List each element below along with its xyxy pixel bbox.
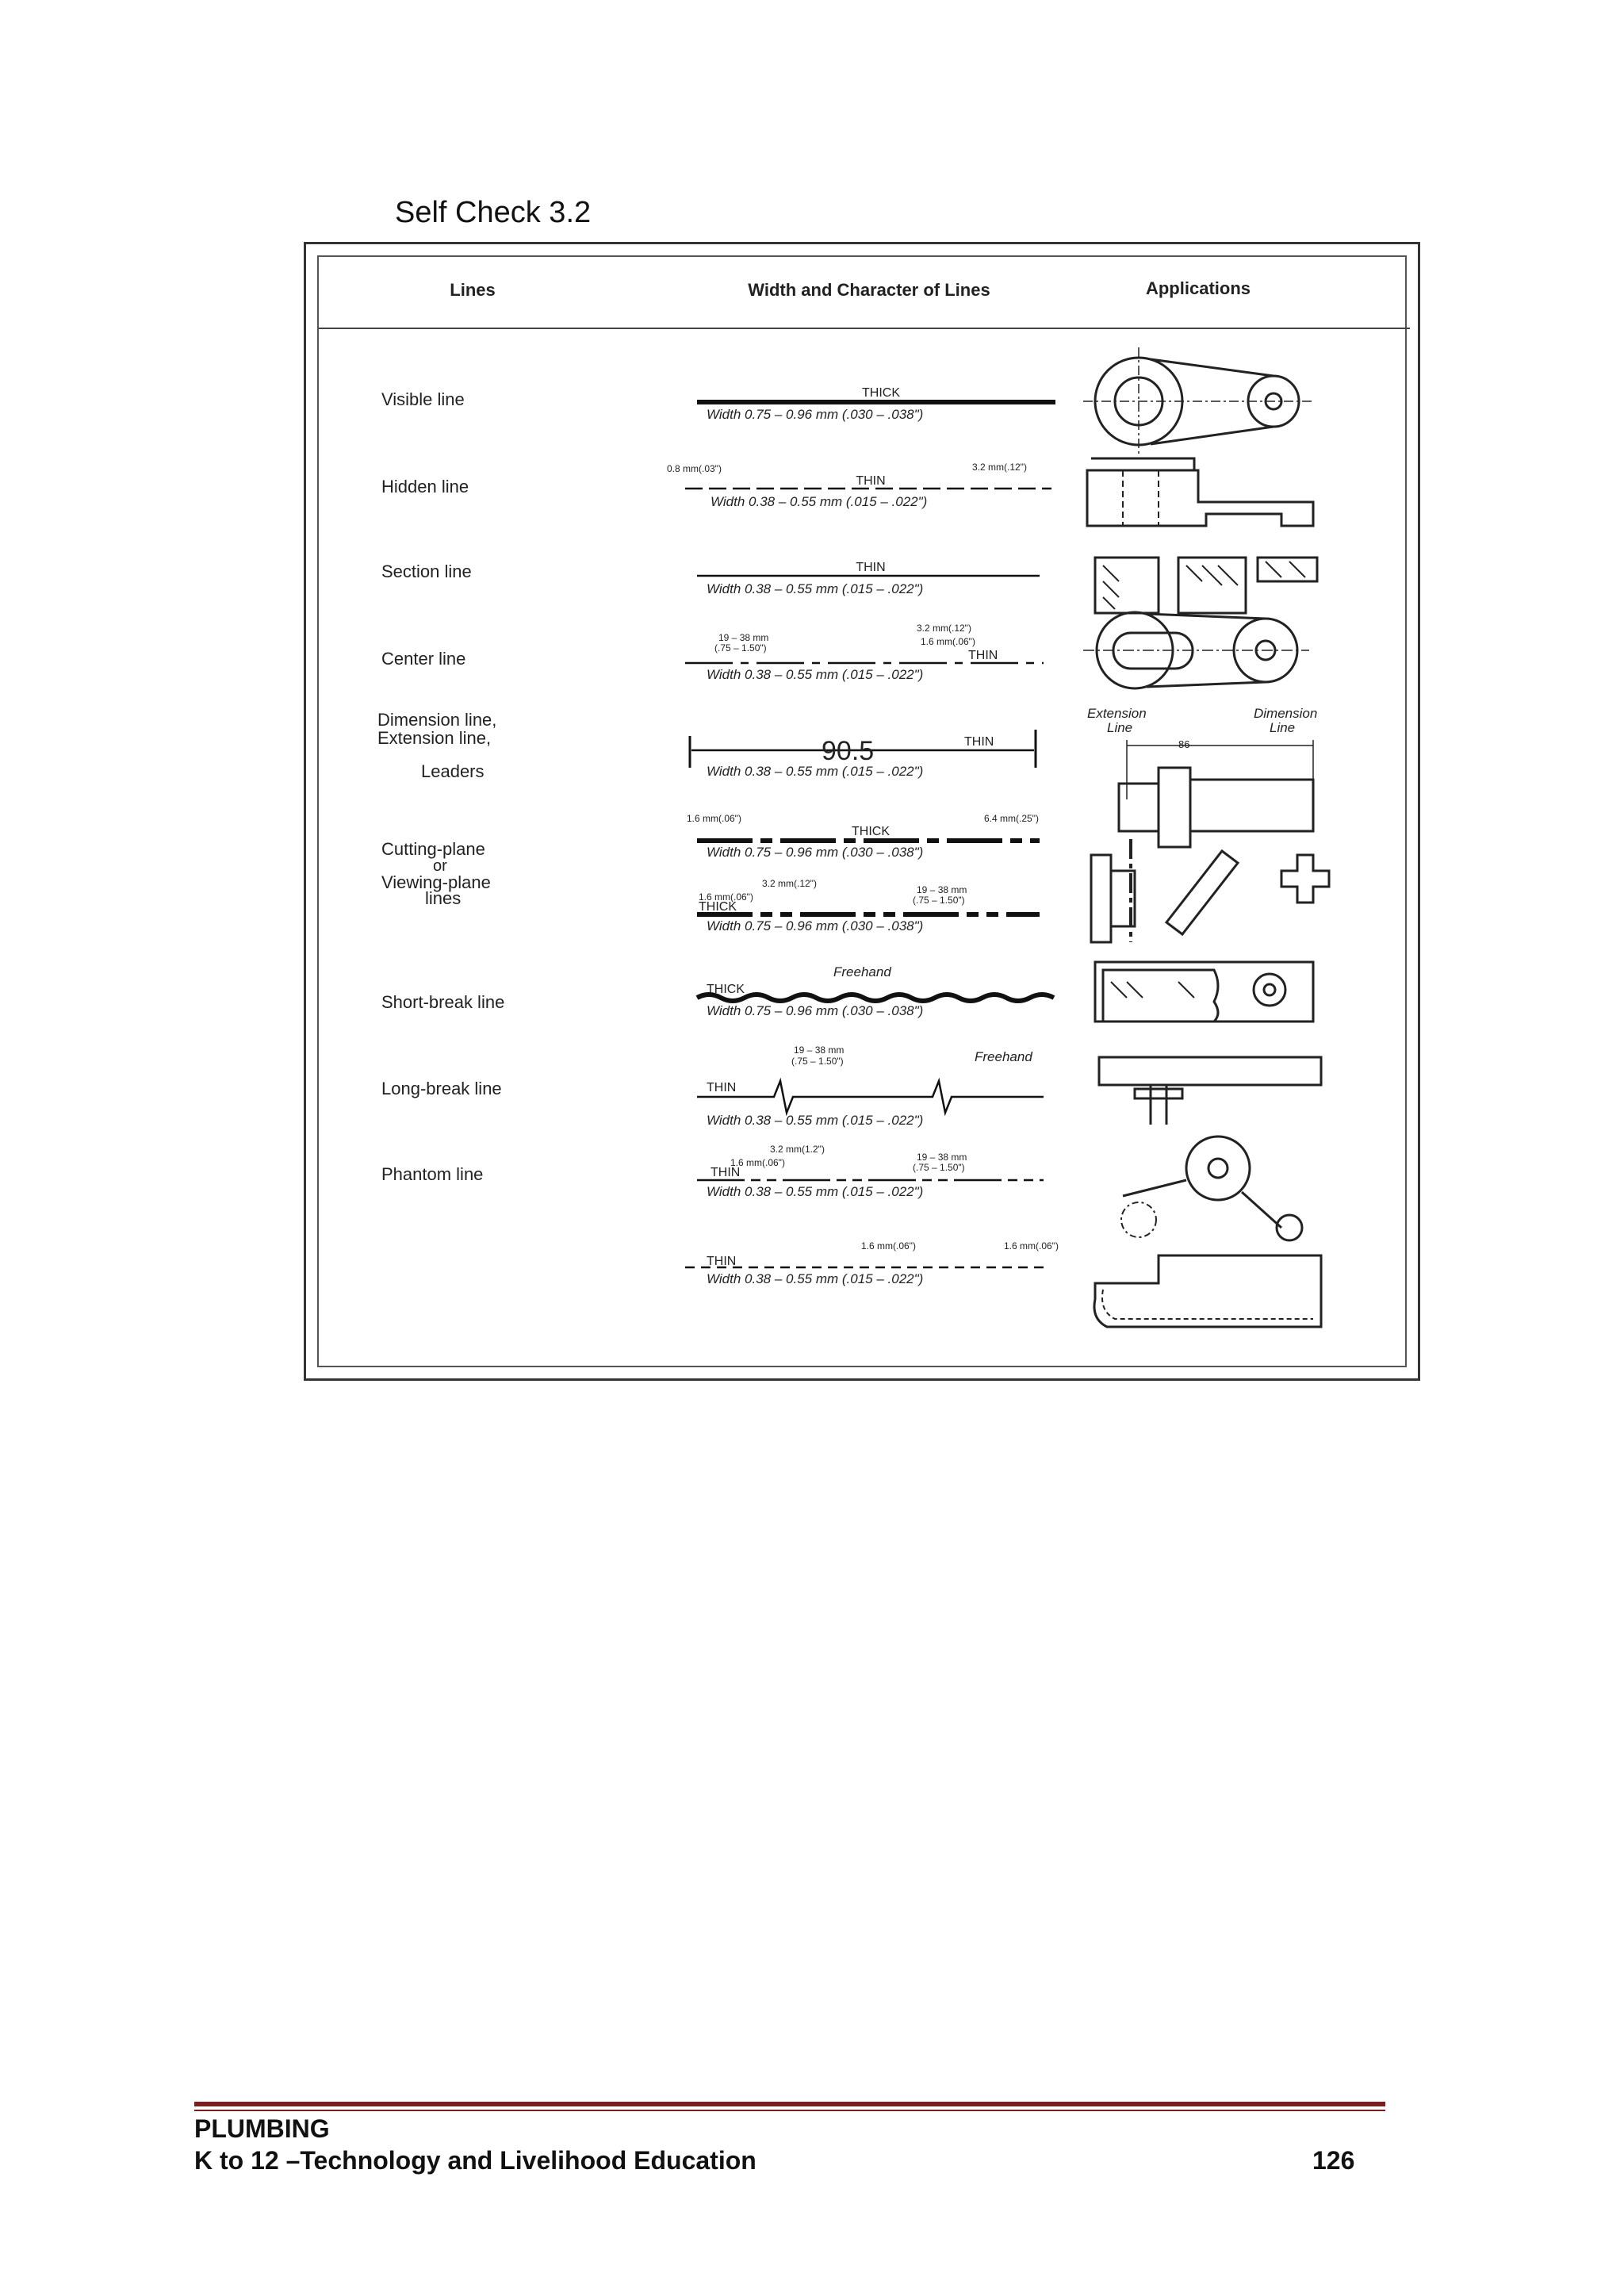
center-weight: THIN — [968, 649, 998, 662]
hidden-weight: THIN — [856, 474, 886, 488]
center-application — [1083, 612, 1309, 688]
section-application — [1095, 558, 1317, 613]
phantom-dim-b: 1.6 mm(.06") — [730, 1157, 785, 1168]
section-width: Width 0.38 – 0.55 mm (.015 – .022") — [707, 581, 924, 596]
label-phantom: Phantom line — [381, 1164, 484, 1184]
phantom-dim-c2: (.75 – 1.50") — [913, 1162, 965, 1173]
cutting-dim-a: 1.6 mm(.06") — [687, 813, 741, 824]
dimension-weight: THIN — [964, 735, 994, 749]
header-applications: Applications — [1145, 278, 1251, 298]
visible-width: Width 0.75 – 0.96 mm (.030 – .038") — [707, 407, 924, 422]
line-types-figure — [304, 242, 1420, 1381]
extra-dim-b: 1.6 mm(.06") — [1004, 1240, 1059, 1251]
extra-dim-a: 1.6 mm(.06") — [861, 1240, 916, 1251]
cutting-dim-c: 3.2 mm(.12") — [762, 878, 817, 889]
header-width: Width and Character of Lines — [748, 280, 990, 300]
phantom-application — [1121, 1137, 1302, 1240]
page-title: Self Check 3.2 — [395, 196, 592, 229]
label-viewing-plane: Viewing-plane — [381, 872, 491, 892]
phantom-weight: THIN — [710, 1166, 741, 1179]
short-break-line-sample — [697, 995, 1054, 1001]
cutting-dim-b: 6.4 mm(.25") — [984, 813, 1039, 824]
footer-course: K to 12 –Technology and Livelihood Education — [194, 2146, 756, 2175]
footer-rule-thin — [194, 2110, 1385, 2111]
long-break-dim-a: 19 – 38 mm — [794, 1045, 845, 1056]
label-short-break: Short-break line — [381, 992, 505, 1012]
dimension-width: Width 0.38 – 0.55 mm (.015 – .022") — [707, 764, 924, 779]
label-extension-line: Extension line, — [377, 728, 492, 748]
label-visible-line: Visible line — [381, 389, 465, 409]
long-break-width: Width 0.38 – 0.55 mm (.015 – .022") — [707, 1113, 924, 1128]
extra-width: Width 0.38 – 0.55 mm (.015 – .022") — [707, 1271, 924, 1286]
center-dim-a: 19 – 38 mm — [718, 632, 769, 643]
center-dim-c: 1.6 mm(.06") — [921, 636, 975, 647]
short-break-width: Width 0.75 – 0.96 mm (.030 – .038") — [707, 1003, 924, 1018]
short-break-application — [1095, 962, 1313, 1022]
cutting-application — [1091, 839, 1329, 942]
dimension-value: 90.5 — [822, 736, 875, 766]
center-width: Width 0.38 – 0.55 mm (.015 – .022") — [707, 667, 924, 682]
label-lines: lines — [425, 888, 462, 908]
hidden-width: Width 0.38 – 0.55 mm (.015 – .022") — [710, 494, 928, 509]
visible-weight: THICK — [862, 386, 900, 400]
label-section-line: Section line — [381, 562, 472, 581]
visible-application — [1083, 347, 1313, 457]
footer-rule — [194, 2102, 1385, 2106]
section-weight: THIN — [856, 561, 886, 574]
short-break-weight: THICK — [707, 983, 745, 996]
label-cutting-plane: Cutting-plane — [381, 839, 485, 859]
cutting-width: Width 0.75 – 0.96 mm (.030 – .038") — [707, 845, 924, 860]
hidden-dim-b: 3.2 mm(.12") — [972, 462, 1027, 473]
long-break-application — [1099, 1057, 1321, 1125]
label-hidden-line: Hidden line — [381, 477, 469, 496]
line-types-diagram — [306, 244, 1423, 1383]
dimension-application — [1119, 740, 1313, 847]
cutting-dim-d: 1.6 mm(.06") — [699, 891, 753, 903]
long-break-line-sample — [697, 1081, 1044, 1113]
page-number: 126 — [1312, 2146, 1355, 2175]
cutting-weight: THICK — [852, 825, 890, 838]
phantom-dim-c: 19 – 38 mm — [917, 1152, 967, 1163]
hidden-application — [1087, 458, 1313, 526]
center-dim-a2: (.75 – 1.50") — [714, 642, 767, 654]
dim-line-label: Dimension — [1254, 706, 1318, 721]
cutting-dim-e2: (.75 – 1.50") — [913, 895, 965, 906]
dim-line-label2: Line — [1270, 720, 1296, 735]
label-or: or — [433, 857, 447, 875]
label-dimension-line: Dimension line, — [377, 710, 497, 730]
ext-line-label: Extension — [1087, 706, 1147, 721]
long-break-weight: THIN — [707, 1081, 737, 1094]
ext-line-label2: Line — [1107, 720, 1133, 735]
hidden-dim-a: 0.8 mm(.03") — [667, 463, 722, 474]
cutting-weight2: THICK — [699, 900, 737, 914]
footer-subject: PLUMBING — [194, 2114, 330, 2143]
phantom-width: Width 0.38 – 0.55 mm (.015 – .022") — [707, 1184, 924, 1199]
label-center-line: Center line — [381, 649, 466, 669]
dim-app-value: 86 — [1178, 738, 1190, 750]
center-dim-b: 3.2 mm(.12") — [917, 623, 971, 634]
long-break-dim-a2: (.75 – 1.50") — [791, 1056, 844, 1067]
cutting-dim-e: 19 – 38 mm — [917, 884, 967, 895]
label-long-break: Long-break line — [381, 1079, 502, 1098]
cutting-width2: Width 0.75 – 0.96 mm (.030 – .038") — [707, 918, 924, 933]
short-break-note: Freehand — [833, 964, 891, 979]
extra-application — [1094, 1255, 1321, 1327]
phantom-dim-a: 3.2 mm(1.2") — [770, 1144, 825, 1155]
label-leaders: Leaders — [421, 761, 485, 781]
long-break-note: Freehand — [975, 1049, 1032, 1064]
extra-weight: THIN — [707, 1255, 737, 1268]
header-lines: Lines — [450, 280, 496, 300]
